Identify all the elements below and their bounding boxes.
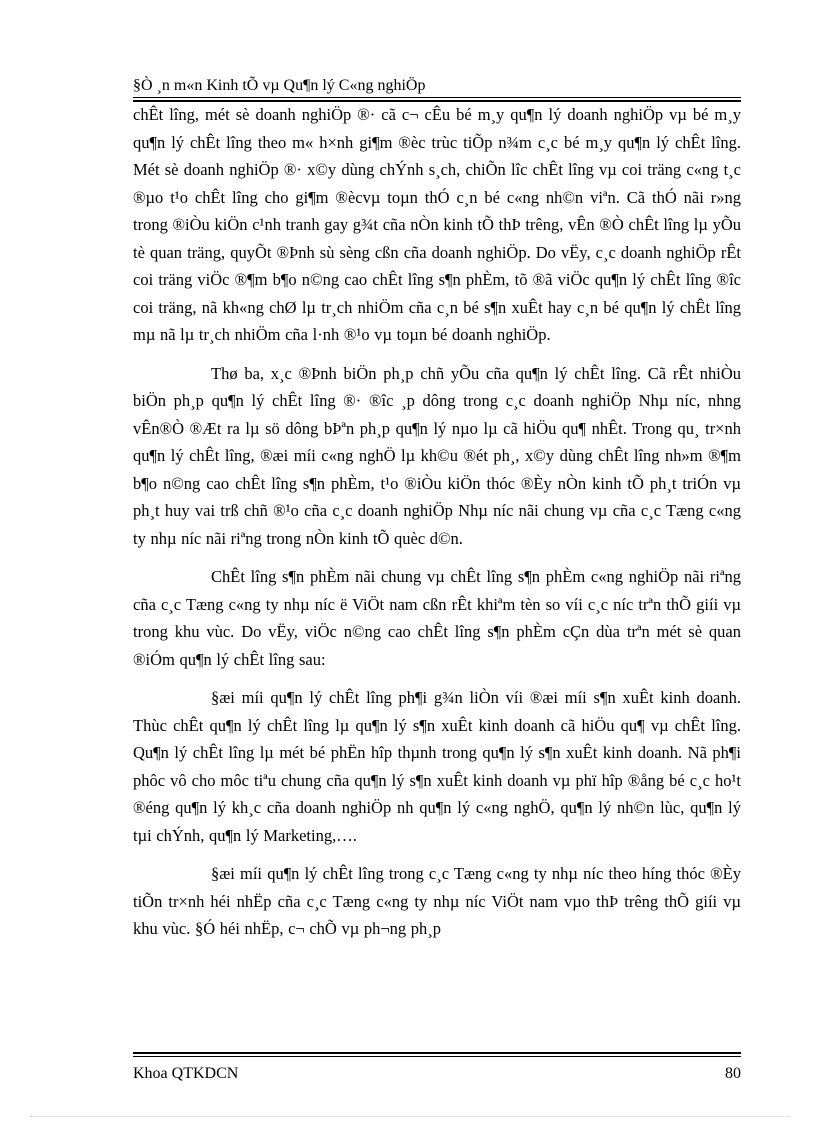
footer-department: Khoa QTKDCN [133,1065,239,1082]
header-rule-thin [133,97,741,98]
paragraph-5: §æi míi qu¶n lý chÊt lîng trong c¸c Tæng c«ng ty nhµ níc theo híng thóc ®Èy tiÕn tr×nh héi nhËp cña c¸c Tæng c«ng ty nhµ níc ViÖt nam vµo thÞ trêng thÕ giíi vµ khu vùc. §Ó héi nhËp, c¬ chÕ vµ ph¬ng ph¸p [133,864,741,938]
document-body [133,101,741,943]
footer-rule-thin [133,1056,741,1057]
paragraph-1: chÊt lîng, mét sè doanh nghiÖp ®· cã c¬ cÊu bé m¸y qu¶n lý doanh nghiÖp vµ bé m¸y qu¶n lý chÊt lîng theo m« h×nh gi¶m ®èc trùc tiÕp n¾m c¸c bé m¸y qu¶n lý chÊt lîng. Mét sè doanh nghiÖp ®· x©y dùng chÝnh s¸ch, chiÕn lîc chÊt lîng vµ coi träng c«ng t¸c ®µo t¹o chÊt lîng cho gi¶m ®ècvµ toµn thÓ c¸n bé c«ng nh©n viªn. Cã thÓ nãi r»ng trong ®iÒu kiÖn c¹nh tranh gay g¾t cña nÒn kinh tÕ thÞ trêng, vÊn ®Ò chÊt lîng lµ yÕu tè quan träng, quyÕt ®Þnh sù sèng cßn cña doanh nghiÖp. Do vËy, c¸c doanh nghiÖp rÊt coi träng viÖc ®¶m b¶o n©ng cao chÊt lîng s¶n phÈm, tõ ®ã viÖc qu¶n lý chÊt lîng ®îc coi träng, nã kh«ng chØ lµ tr¸ch nhiÖm cña c¸n bé s¶n xuÊt hay c¸n bé qu¶n lý chÊt lîng mµ nã lµ tr¸ch nhiÖm cña l·nh ®¹o vµ toµn bé doanh nghiÖp. [133,105,741,344]
page-edge-divider [30,1116,790,1117]
paragraph-4: §æi míi qu¶n lý chÊt lîng ph¶i g¾n liÒn víi ®æi míi s¶n xuÊt kinh doanh. Thùc chÊt qu¶n lý chÊt lîng lµ qu¶n lý s¶n xuÊt kinh doanh cã hiÖu qu¶ vµ chÊt lîng. Qu¶n lý chÊt lîng lµ mét bé phËn hîp thµnh trong qu¶n lý s¶n xuÊt kinh doanh. Nã ph¶i phôc vô cho môc tiªu chung cña qu¶n lý s¶n xuÊt kinh doanh vµ phï hîp ®ång bé c¸c ho¹t ®éng qu¶n lý kh¸c cña doanh nghiÖp nh qu¶n lý c«ng nghÖ, qu¶n lý nh©n lùc, qu¶n lý tµi chÝnh, qu¶n lý Marketing,…. [133,688,741,845]
paragraph-3: ChÊt lîng s¶n phÈm nãi chung vµ chÊt lîng s¶n phÈm c«ng nghiÖp nãi riªng cña c¸c Tæng c«ng ty nhµ níc ë ViÖt nam cßn rÊt khiªm tèn so víi c¸c níc trªn thÕ giíi vµ trong khu vùc. Do vËy, viÖc n©ng cao chÊt lîng s¶n phÈm cÇn dùa trªn mét sè quan ®iÓm qu¶n lý chÊt lîng sau: [133,567,741,669]
paragraph-2: Thø ba, x¸c ®Þnh biÖn ph¸p chñ yÕu cña qu¶n lý chÊt lîng. Cã rÊt nhiÒu biÖn ph¸p qu¶n lý chÊt lîng ®· ®îc ¸p dông trong c¸c doanh nghiÖp Nhµ níc, nhng vÊn®Ò ®Æt ra lµ sö dông bÞªn ph¸p qu¶n lý nµo lµ cã hiÖu qu¶ nhÊt. Trong qu¸ tr×nh qu¶n lý chÊt lîng, ®æi míi c«ng nghÖ lµ kh©u ®ét ph¸, x©y dùng chÊt lîng nh»m ®¶m b¶o n©ng cao chÊt lîng s¶n phÈm, t¹o ®iÒu kiÖn thóc ®Èy nÒn kinh tÕ ph¸t triÓn vµ ph¸t huy vai trß chñ ®¹o cña c¸c doanh nghiÖp Nhµ níc nãi chung vµ cña c¸c Tæng c«ng ty nhµ níc nãi riªng trong nÒn kinh tÕ quèc d©n. [133,363,741,548]
page-header: §Ò ¸n m«n Kinh tÕ vµ Qu¶n lý C«ng nghiÖp [133,77,426,94]
footer-rule-thick [133,1052,741,1054]
page-number: 80 [725,1065,741,1082]
